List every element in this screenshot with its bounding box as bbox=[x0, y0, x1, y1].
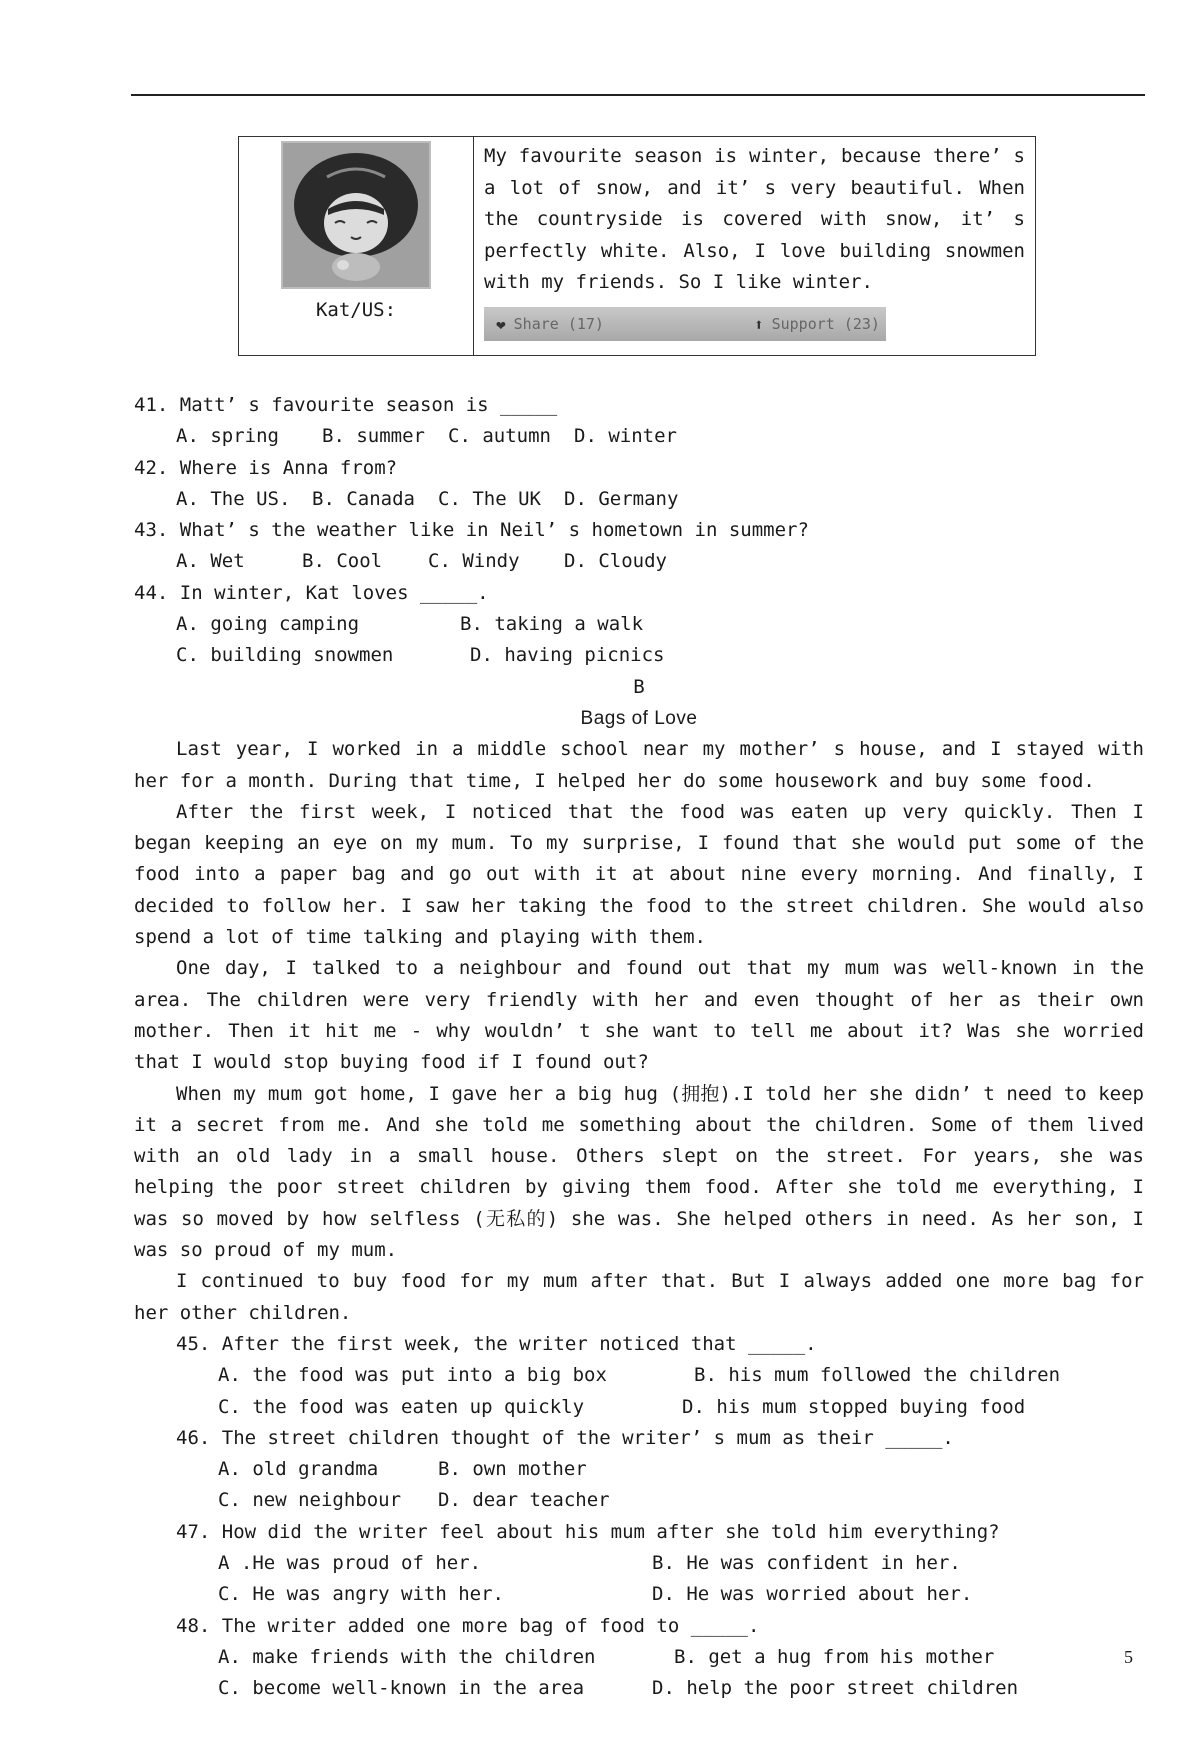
question-43: 43. What’ s the weather like in Neil’ s hometown in summer? bbox=[134, 519, 809, 542]
option: D. He was worried about her. bbox=[652, 1583, 973, 1606]
passage-paragraph-4: When my mum got home, I gave her a big hug (拥抱).I told her she didn’ t need to keep it a secret from me. And she told me something about the children. Some of them lived with an old lady in a small house. Others slept on the street. For years, she was helping the poor street children by giving them food. After she told me everything, I was so moved by how selfless (无私的) she was. She helped others in need. As her son, I was so proud of my mum. bbox=[134, 1082, 1144, 1262]
question-41: 41. Matt’ s favourite season is _____ bbox=[134, 394, 558, 416]
option: A .He was proud of her. bbox=[218, 1551, 482, 1574]
option: B. Canada bbox=[312, 487, 415, 510]
options-44-row2 bbox=[134, 640, 1144, 671]
profile-name: Kat/US: bbox=[315, 299, 397, 321]
option: B. own mother bbox=[438, 1458, 587, 1481]
option: B. He was confident in her. bbox=[652, 1551, 961, 1574]
question-47: 47. How did the writer feel about his mum after she told him everything? bbox=[176, 1520, 1000, 1543]
avatar bbox=[281, 141, 431, 289]
option: C. Windy bbox=[428, 550, 520, 573]
option: B. his mum followed the children bbox=[694, 1364, 1061, 1387]
header-rule bbox=[131, 94, 1145, 96]
heart-icon: ❤ bbox=[496, 314, 506, 334]
option: C. autumn bbox=[448, 425, 551, 448]
option: C. building snowmen bbox=[176, 644, 394, 667]
option: C. The UK bbox=[438, 487, 541, 510]
up-arrow-icon: ⬆ bbox=[753, 314, 764, 334]
options-46-row2 bbox=[134, 1485, 1144, 1516]
question-46: 46. The street children thought of the writer’ s mum as their _____. bbox=[176, 1426, 954, 1449]
option: B. taking a walk bbox=[460, 613, 644, 636]
option: C. the food was eaten up quickly bbox=[218, 1395, 585, 1418]
passage-paragraph-1: Last year, I worked in a middle school near my mother’ s house, and I stayed with her for a month. During that time, I helped her do some housework and buy some food. bbox=[134, 738, 1144, 792]
profile-card-left bbox=[239, 137, 474, 355]
option: D. dear teacher bbox=[438, 1489, 610, 1512]
passage-paragraph-5: I continued to buy food for my mum after that. But I always added one more bag for her other children. bbox=[134, 1270, 1144, 1324]
options-41 bbox=[134, 421, 1144, 452]
option: C. He was angry with her. bbox=[218, 1583, 504, 1606]
options-47-row1 bbox=[134, 1548, 1144, 1579]
options-44-row1 bbox=[134, 609, 1144, 640]
question-48: 48. The writer added one more bag of food to _____. bbox=[176, 1614, 760, 1637]
section-letter: B bbox=[633, 675, 645, 698]
question-44: 44. In winter, Kat loves _____. bbox=[134, 581, 489, 604]
option: C. become well-known in the area bbox=[218, 1677, 585, 1700]
passage-paragraph-2: After the first week, I noticed that the food was eaten up very quickly. Then I began keeping an eye on my mum. To my surprise, I found that she would put some of the food into a paper bag and go out with it at about nine every morning. And finally, I decided to follow her. I saw her taking the food to the street children. She would also spend a lot of time talking and playing with them. bbox=[134, 800, 1144, 949]
option: A. make friends with the children bbox=[218, 1645, 596, 1668]
support-label: Support (23) bbox=[771, 315, 880, 333]
share-label: Share (17) bbox=[513, 315, 604, 333]
option: D. Germany bbox=[564, 487, 679, 510]
support-button[interactable] bbox=[754, 315, 880, 334]
exercise-content bbox=[134, 390, 1144, 1704]
option: A. old grandma bbox=[218, 1458, 379, 1481]
share-button[interactable] bbox=[496, 315, 604, 334]
option: A. going camping bbox=[176, 613, 360, 636]
option: D. having picnics bbox=[470, 644, 665, 667]
option: A. Wet bbox=[176, 550, 245, 573]
question-42: 42. Where is Anna from? bbox=[134, 456, 398, 479]
options-47-row2 bbox=[134, 1579, 1144, 1610]
profile-card-right bbox=[474, 137, 1035, 355]
option: A. the food was put into a big box bbox=[218, 1364, 607, 1387]
passage-title: Bags of Love bbox=[580, 707, 698, 729]
option: D. winter bbox=[574, 425, 677, 448]
options-48-row2 bbox=[134, 1673, 1144, 1704]
profile-post-text: My favourite season is winter, because there’ s a lot of snow, and it’ s very beautiful. When the countryside is covered with snow, it’ s perfectly white. Also, I love building snowmen with my friends. So I like winter. bbox=[484, 145, 1025, 293]
options-46-row1 bbox=[134, 1454, 1144, 1485]
passage-paragraph-3: One day, I talked to a neighbour and found out that my mum was well-known in the area. The children were very friendly with her and even thought of her as their own mother. Then it hit me - why wouldn’ t she want to tell me about it? Was she worried that I would stop buying food if I found out? bbox=[134, 957, 1144, 1074]
option: D. help the poor street children bbox=[652, 1677, 1019, 1700]
options-43 bbox=[134, 546, 1144, 577]
cartoon-girl-avatar-icon bbox=[283, 143, 429, 287]
options-48-row1 bbox=[134, 1642, 1144, 1673]
option: B. get a hug from his mother bbox=[674, 1645, 995, 1668]
option: B. summer bbox=[322, 425, 425, 448]
profile-card bbox=[238, 136, 1036, 356]
option: B. Cool bbox=[302, 550, 383, 573]
options-42 bbox=[134, 484, 1144, 515]
option: D. his mum stopped buying food bbox=[682, 1395, 1026, 1418]
option: A. The US. bbox=[176, 487, 291, 510]
options-45-row2 bbox=[134, 1392, 1144, 1423]
option: A. spring bbox=[176, 425, 279, 448]
option: C. new neighbour bbox=[218, 1489, 402, 1512]
page-number: 5 bbox=[1124, 1647, 1133, 1667]
question-45: 45. After the first week, the writer noticed that _____. bbox=[176, 1332, 817, 1355]
social-bar bbox=[484, 307, 886, 341]
options-45-row1 bbox=[134, 1360, 1144, 1391]
option: D. Cloudy bbox=[564, 550, 667, 573]
